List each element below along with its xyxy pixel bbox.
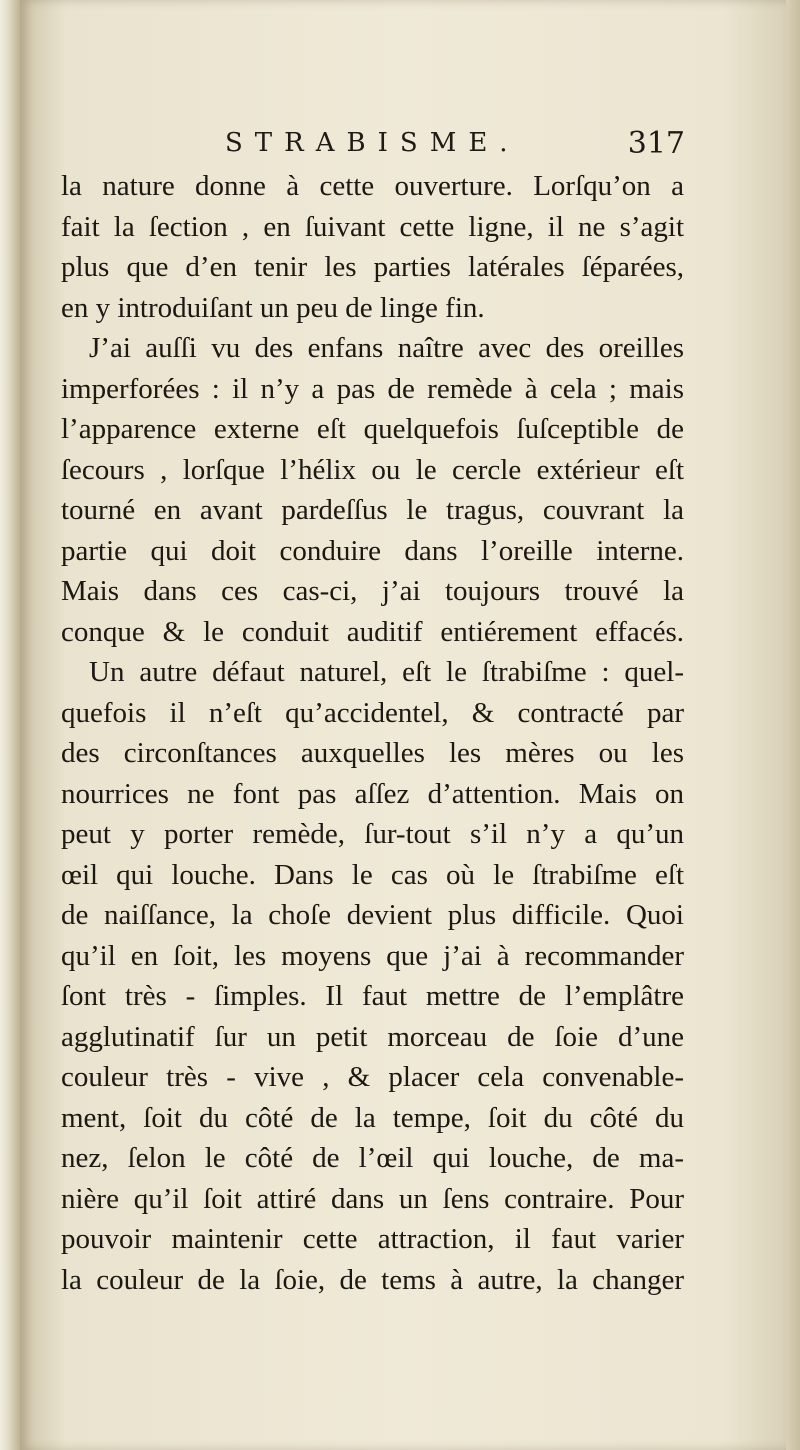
text-line: la nature donne à cette ouverture. Lorſqu’on a [61, 170, 684, 202]
text-line: ſont très - ſimples. Il faut mettre de l’emplâtre [61, 980, 684, 1012]
text-line: plus que d’en tenir les parties latérales ſéparées, [61, 251, 684, 283]
text-line: ſecours , lorſque l’hélix ou le cercle extérieur eſt [61, 453, 684, 486]
text-line: nez, ſelon le côté de l’œil qui louche, de ma- [61, 1142, 684, 1174]
text-line: tourné en avant pardeſſus le tragus, couvrant la [61, 494, 684, 526]
text-line: nourrices ne font pas aſſez d’attention. Mais on [61, 777, 684, 810]
text-line: ment, ſoit du côté de la tempe, ſoit du côté du [61, 1101, 684, 1134]
text-line: conque & le conduit auditif entiérement effacés. [61, 615, 684, 648]
text-line: agglutinatif ſur un petit morceau de ſoie d’une [61, 1020, 684, 1053]
text-line: l’apparence externe eſt quelquefois ſuſceptible de [61, 413, 684, 445]
text-line: peut y porter remède, ſur-tout s’il n’y a qu’un [61, 818, 684, 850]
text-line: nière qu’il ſoit attiré dans un ſens contraire. Pour [61, 1182, 684, 1215]
page-right-edge [786, 0, 800, 1450]
page-number: 317 [627, 126, 685, 161]
text-line: couleur très - vive , & placer cela convenable- [61, 1061, 684, 1093]
text-line: Un autre défaut naturel, eſt le ſtrabiſme : quel- [89, 656, 684, 688]
text-line: œil qui louche. Dans le cas où le ſtrabiſme eſt [61, 858, 684, 891]
text-line: partie qui doit conduire dans l’oreille interne. [61, 534, 684, 567]
text-line: qu’il en ſoit, les moyens que j’ai à recommander [61, 939, 684, 972]
text-line: J’ai auſſi vu des enfans naître avec des oreilles [89, 332, 684, 364]
text-line: de naiſſance, la choſe devient plus difficile. Quoi [61, 899, 684, 931]
running-head [225, 128, 685, 168]
running-head-title: STRABISME. [225, 128, 520, 158]
text-line: fait la ſection , en ſuivant cette ligne, il ne s’agit [61, 210, 684, 243]
text-line: en y introduiſant un peu de linge fin. [61, 291, 485, 324]
text-line: pouvoir maintenir cette attraction, il faut varier [61, 1223, 684, 1255]
text-line: imperforées : il n’y a pas de remède à cela ; mais [61, 372, 684, 405]
page-left-margin [0, 0, 20, 1450]
text-line: quefois il n’eſt qu’accidentel, & contracté par [61, 696, 684, 729]
body-text [61, 166, 684, 1300]
text-line: Mais dans ces cas-ci, j’ai toujours trouvé la [61, 575, 684, 607]
text-line: la couleur de la ſoie, de tems à autre, la changer [61, 1263, 684, 1296]
text-line: des circonſtances auxquelles les mères ou les [61, 737, 684, 769]
